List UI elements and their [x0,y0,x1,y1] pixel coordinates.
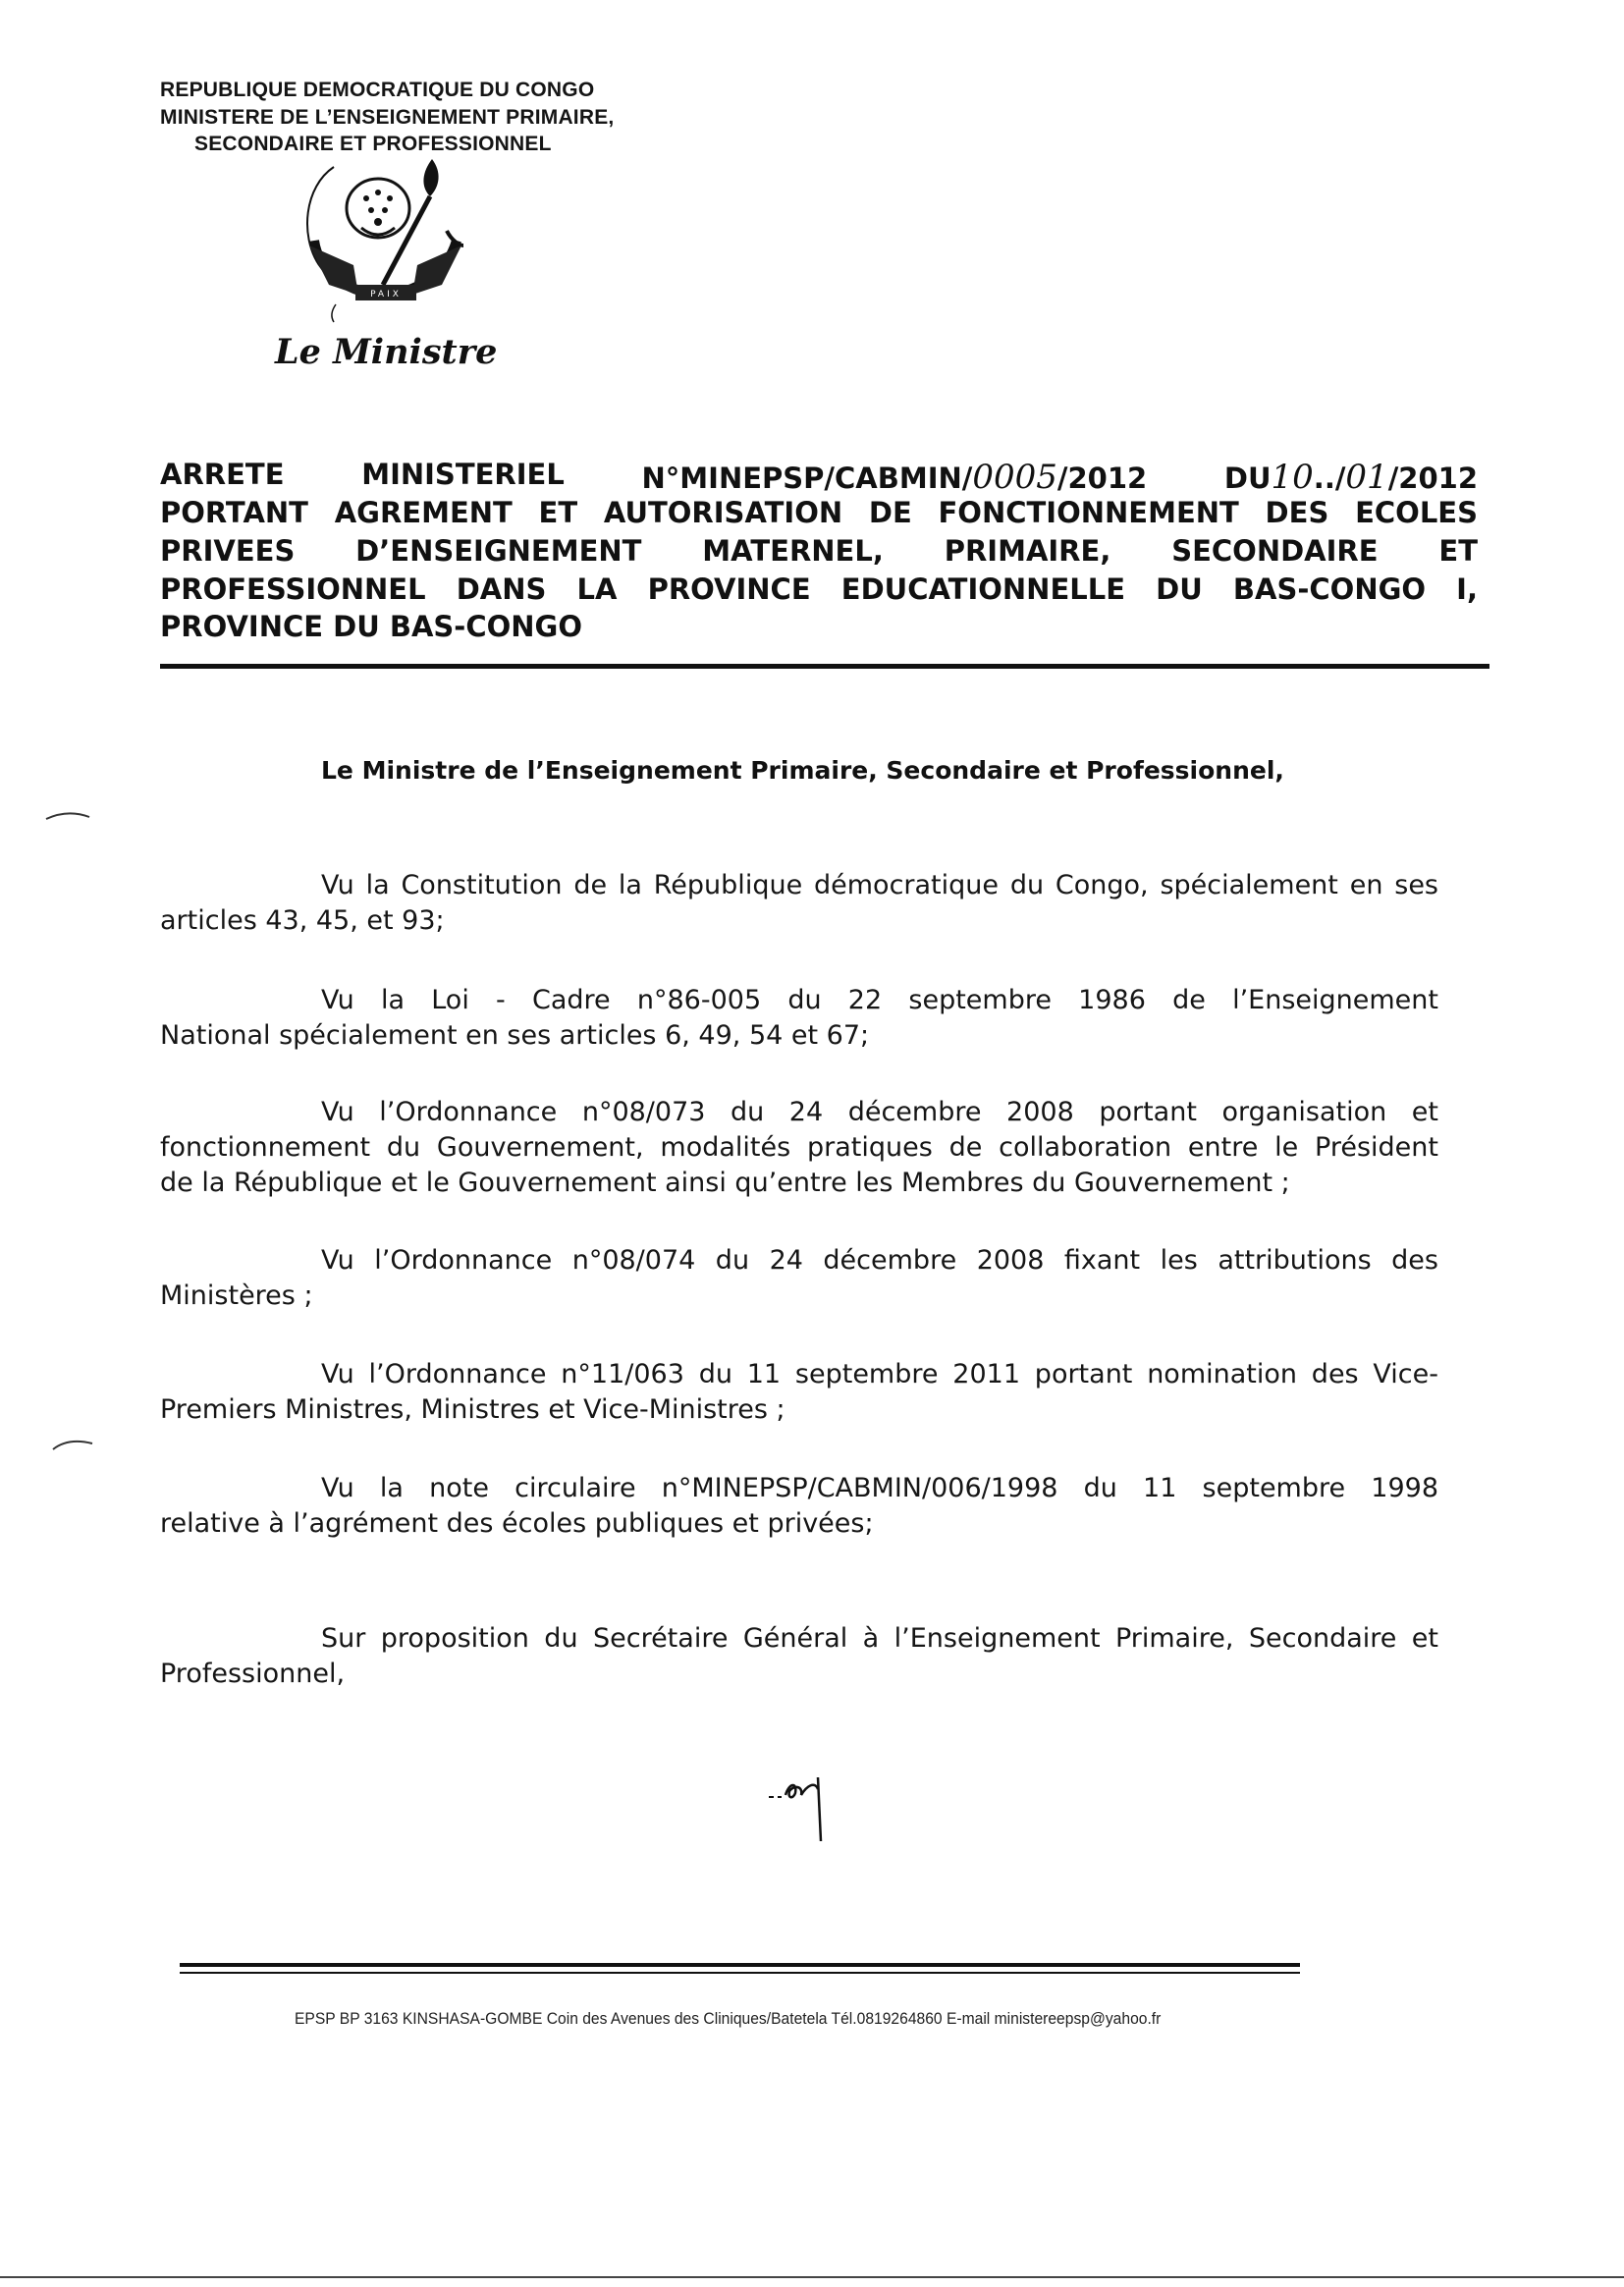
consideration-note-circulaire: Vu la note circulaire n°MINEPSP/CABMIN/006/1998 du 11 septembre 1998 relative à l’agrément des écoles publiques et privées; [160,1473,1438,1539]
ministry-name-line1: MINISTERE DE L’ENSEIGNEMENT PRIMAIRE, [160,106,615,129]
handwritten-initials-mark [764,1758,842,1846]
scan-bottom-edge [0,2276,1624,2278]
scan-mark [51,1436,96,1455]
country-name: REPUBLIQUE DEMOCRATIQUE DU CONGO [160,79,595,101]
ministre-signature-title: Le Ministre [275,332,498,372]
consideration-loi-cadre: Vu la Loi - Cadre n°86-005 du 22 septembre 1986 de l’Enseignement National spécialement en ses articles 6, 49, 54 et 67; [160,985,1438,1051]
decree-number-handwritten: 0005 [972,458,1057,497]
proposal-secretaire-general: Sur proposition du Secrétaire Général à l’Enseignement Primaire, Secondaire et Professionnel, [160,1623,1438,1689]
ministry-name-line2: SECONDAIRE ET PROFESSIONNEL [194,133,552,155]
decree-title-row3: PRIVEES D’ENSEIGNEMENT MATERNEL, PRIMAIRE, SECONDAIRE ET [160,534,1478,568]
consideration-ordonnance-08-074: Vu l’Ordonnance n°08/074 du 24 décembre 2008 fixant les attributions des Ministères ; [160,1245,1438,1311]
consideration-ordonnance-11-063: Vu l’Ordonnance n°11/063 du 11 septembre 2011 portant nomination des Vice- Premiers Ministres, Ministres et Vice-Ministres ; [160,1359,1438,1425]
title-word: ARRETE [160,458,285,491]
scan-mark [44,807,93,827]
footer-rule-thick [180,1963,1300,1967]
preamble-heading: Le Ministre de l’Enseignement Primaire, Secondaire et Professionnel, [321,756,1284,785]
consideration-constitution: Vu la Constitution de la République démocratique du Congo, spécialement en ses articles 43, 45, et 93; [160,870,1438,936]
decree-title-row5: PROVINCE DU BAS-CONGO [160,610,583,643]
decree-title-row1 [160,458,1478,497]
decree-title-row4: PROFESSIONNEL DANS LA PROVINCE EDUCATIONNELLE DU BAS-CONGO I, [160,572,1478,606]
title-word: MINISTERIEL [361,458,565,491]
decree-number: N°MINEPSP/CABMIN/0005/2012 [641,458,1148,497]
leopard-head-icon [347,179,409,238]
emblem-motto: PAIX [370,290,402,299]
consideration-ordonnance-08-073: Vu l’Ordonnance n°08/073 du 24 décembre 2008 portant organisation et fonctionnement du Gouvernement, modalités pratiques de collaboration entre le Président de la République et le Gouvernement ainsi qu’entre les Membres du Gouvernement ; [160,1097,1438,1198]
coat-of-arms-emblem [275,147,501,324]
title-underline-rule [160,664,1489,669]
footer-address: EPSP BP 3163 KINSHASA-GOMBE Coin des Avenues des Cliniques/Batetela Tél.0819264860 E-mail ministereepsp@yahoo.fr [295,2009,1162,2028]
footer-rule-thin [180,1972,1300,1974]
decree-date: DU10../01/2012 [1223,458,1478,497]
decree-title-row2: PORTANT AGREMENT ET AUTORISATION DE FONCTIONNEMENT DES ECOLES [160,496,1478,529]
